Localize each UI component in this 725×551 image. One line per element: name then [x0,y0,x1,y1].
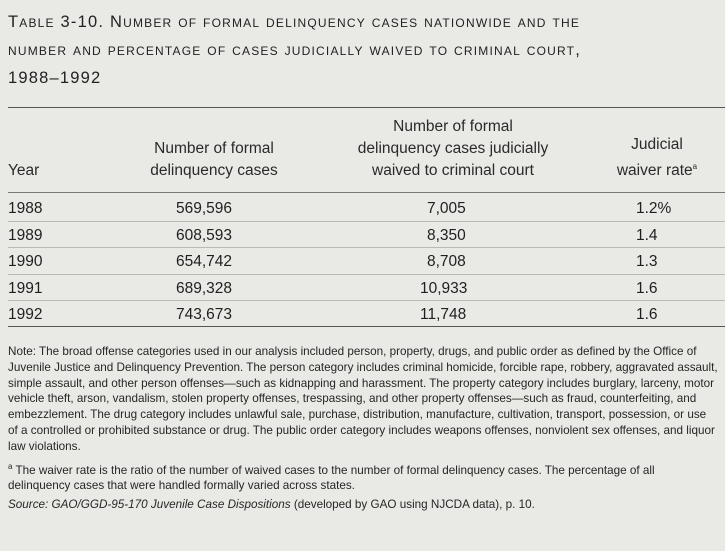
cell-waived: 8,708 [427,253,466,270]
title-line-3: 1988–1992 [8,69,102,87]
footnote-marker: a [692,161,698,171]
top-rule [8,107,725,108]
footnote: $^a$ The waiver rate is the ratio of the number of waived cases to the number of formal delinquency cases. The percentage of all delinquency cases that were handled formally varied across states. [8,461,655,493]
title-line-1: Table 3-10. Number of formal delinquency cases nationwide and the [8,13,581,31]
cell-year: 1991 [8,279,43,297]
cell-rate: 1.4 [636,226,658,244]
cell-waived: 11,748 [420,306,467,323]
cell-formal: 743,673 [176,306,233,323]
cell-waived: 8,350 [427,226,466,244]
table-label: Table 3-10. [8,13,105,31]
cell-year: 1992 [8,306,43,323]
table-title [8,0,717,92]
cell-formal: 689,328 [176,279,233,297]
title-line-2: number and percentage of cases judicially waived to criminal court, [8,41,581,59]
cell-rate: 1.2% [636,200,672,217]
cell-waived: 7,005 [427,200,466,217]
note-text: Note: The broad offense categories used in our analysis included person, property, drugs, and public order as defined by the Office of Juvenile Justice and Delinquency Prevention. The person category includes criminal homicide, forcible rape, robbery, aggravated assault, simple assault, and other person offenses—such as kidnapping and harassment. The property category includes burglary, larceny, motor vehicle theft, arson, vandalism, stolen property offenses, trespassing, and other property offenses—such as fraud, counterfeiting, and embezzlement. The drug category includes unlawful sale, purchase, distribution, manufacture, cultivation, transport, possession, or use of a controlled or prohibited substance or drug. The public order category includes weapons offenses, nonviolent sex offenses, and liquor law violations. [8,345,718,453]
cell-rate: 1.3 [636,253,658,270]
table-notes [8,344,719,513]
cell-rate: 1.6 [636,306,658,323]
cell-rate: 1.6 [636,279,658,297]
table-row [8,248,725,275]
source-title: GAO/GGD-95-170 Juvenile Case Dispositions [51,498,291,512]
table-row [8,275,725,302]
table-row [8,222,725,249]
bottom-rule [8,326,725,327]
header-rule [8,192,725,193]
header-formal-cases: Number of formal delinquency cases [150,140,278,179]
table-body [8,195,725,327]
cell-year: 1988 [8,200,43,217]
table-header [8,110,725,188]
table-row [8,301,725,327]
source-label: Source: [8,498,49,512]
footnote-marker-a: a [8,461,13,471]
cell-year: 1989 [8,226,43,244]
header-waived-cases: Number of formal delinquency cases judicially waived to criminal court [357,118,549,179]
cell-waived: 10,933 [420,279,468,297]
cell-formal: 569,596 [176,200,233,217]
header-year: Year [8,162,40,179]
table-row [8,195,725,222]
cell-formal: 608,593 [176,226,233,244]
header-waiver-rate: Judicial waiver rate$^a$ [616,135,698,179]
source-line: Source: GAO/GGD-95-170 Juvenile Case Dispositions (developed by GAO using NJCDA data), p. 10. [8,498,535,512]
cell-year: 1990 [8,253,43,270]
cell-formal: 654,742 [176,253,233,270]
